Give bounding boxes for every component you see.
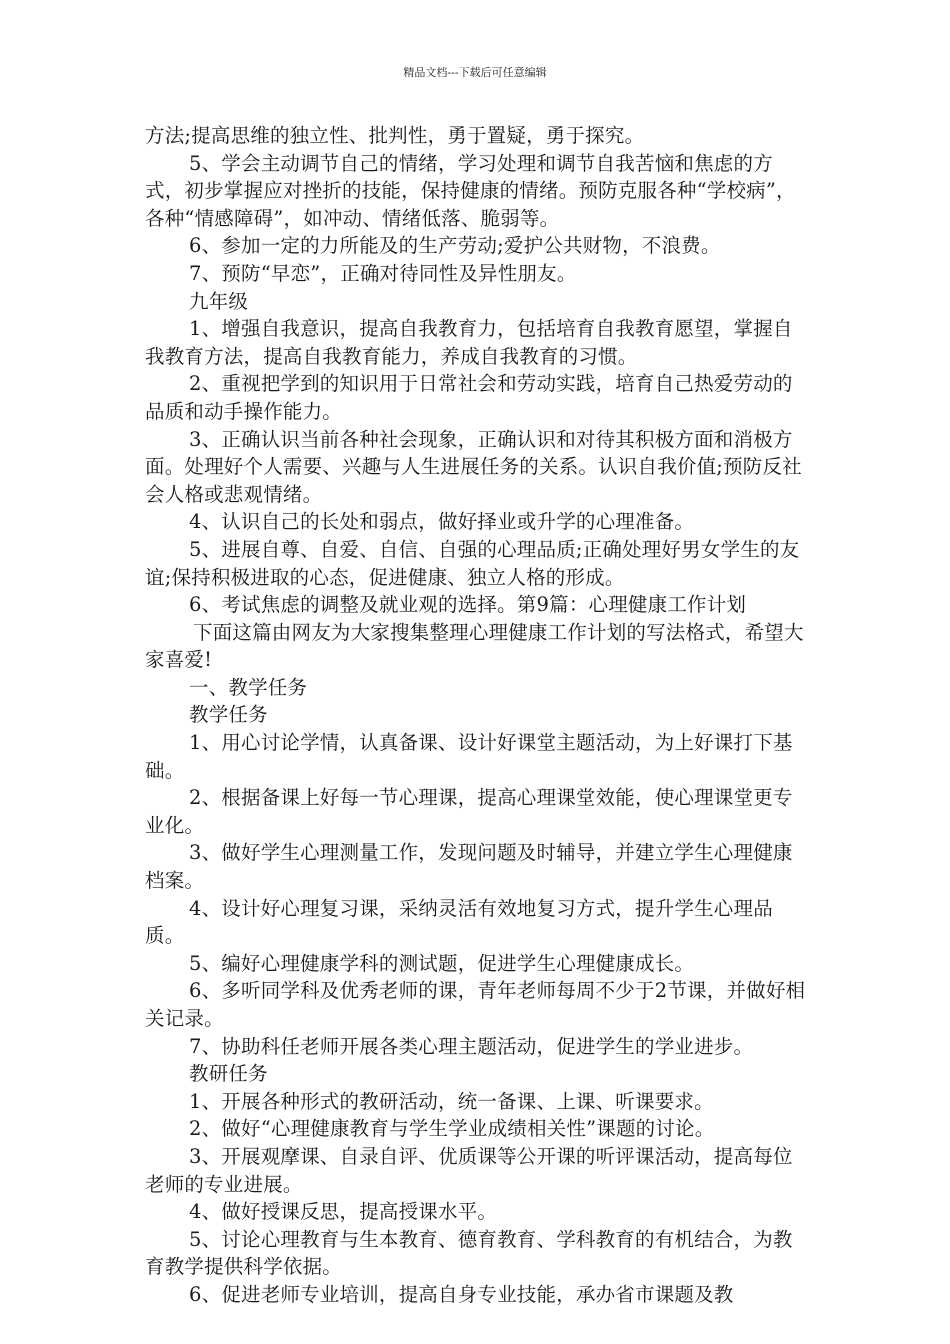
paragraph: 3、开展观摩课、自录自评、优质课等公开课的听评课活动，提高每位老师的专业进展。 — [145, 1144, 793, 1196]
paragraph: 1、用心讨论学情，认真备课、设计好课堂主题活动，为上好课打下基础。 — [145, 731, 793, 782]
paragraph: 教研任务 — [189, 1062, 268, 1086]
paragraph: 7、协助科任老师开展各类心理主题活动，促进学生的学业进步。 — [189, 1034, 754, 1058]
paragraph: 3、正确认识当前各种社会现象，正确认识和对待其积极方面和消极方面。处理好个人需要、兴趣与人生进展任务的关系。认识自我价值;预防反社会人格或悲观情绪。 — [145, 427, 802, 506]
paragraph: 2、重视把学到的知识用于日常社会和劳动实践，培育自己热爱劳动的品质和动手操作能力。 — [145, 372, 793, 423]
paragraph: 2、根据备课上好每一节心理课，提高心理课堂效能，使心理课堂更专业化。 — [145, 786, 793, 837]
paragraph: 2、做好“心理健康教育与学生学业成绩相关性”课题的讨论。 — [189, 1117, 715, 1141]
paragraph: 6、多听同学科及优秀老师的课，青年老师每周不少于2节课，并做好相关记录。 — [145, 979, 806, 1030]
paragraph: 一、教学任务 — [189, 675, 308, 699]
paragraph: 6、参加一定的力所能及的生产劳动;爱护公共财物，不浪费。 — [189, 234, 721, 258]
paragraph: 5、编好心理健康学科的测试题，促进学生心理健康成长。 — [189, 951, 695, 975]
paragraph: 5、讨论心理教育与生本教育、德育教育、学科教育的有机结合，为教育教学提供科学依据。 — [145, 1227, 793, 1279]
paragraph: 1、开展各种形式的教研活动，统一备课、上课、听课要求。 — [189, 1089, 714, 1113]
paragraph: 4、认识自己的长处和弱点，做好择业或升学的心理准备。 — [189, 510, 695, 534]
paragraph: 九年级 — [189, 289, 249, 313]
paragraph: 4、做好授课反思，提高授课水平。 — [189, 1200, 498, 1224]
paragraph: 5、学会主动调节自己的情绪，学习处理和调节自我苦恼和焦虑的方式，初步掌握应对挫折的技能，保持健康的情绪。预防克服各种“学校病”，各种“情感障碍”，如冲动、情绪低落、脆弱等。 — [145, 151, 796, 230]
paragraph: 6、考试焦虑的调整及就业观的选择。第9篇：心理健康工作计划 — [189, 593, 747, 617]
document-body — [145, 122, 810, 1309]
paragraph: 7、预防“早恋”，正确对待同性及异性朋友。 — [189, 261, 577, 285]
paragraph: 3、做好学生心理测量工作，发现问题及时辅导，并建立学生心理健康档案。 — [145, 841, 793, 893]
paragraph: 下面这篇由网友为大家搜集整理心理健康工作计划的写法格式，希望大家喜爱! — [145, 620, 804, 672]
paragraph: 4、设计好心理复习课，采纳灵活有效地复习方式，提升学生心理品质。 — [145, 896, 773, 948]
paragraph: 6、促进老师专业培训，提高自身专业技能，承办省市课题及教 — [189, 1282, 734, 1306]
paragraph: 教学任务 — [189, 703, 268, 727]
paragraph: 方法;提高思维的独立性、批判性，勇于置疑，勇于探究。 — [145, 124, 645, 147]
paragraph: 5、进展自尊、自爱、自信、自强的心理品质;正确处理好男女学生的友谊;保持积极进取的心态，促进健康、独立人格的形成。 — [145, 537, 800, 589]
page-header: 精品文档---下载后可任意编辑 — [403, 66, 547, 79]
paragraph: 1、增强自我意识，提高自我教育力，包括培育自我教育愿望，掌握自我教育方法，提高自我教育能力，养成自我教育的习惯。 — [145, 317, 793, 368]
